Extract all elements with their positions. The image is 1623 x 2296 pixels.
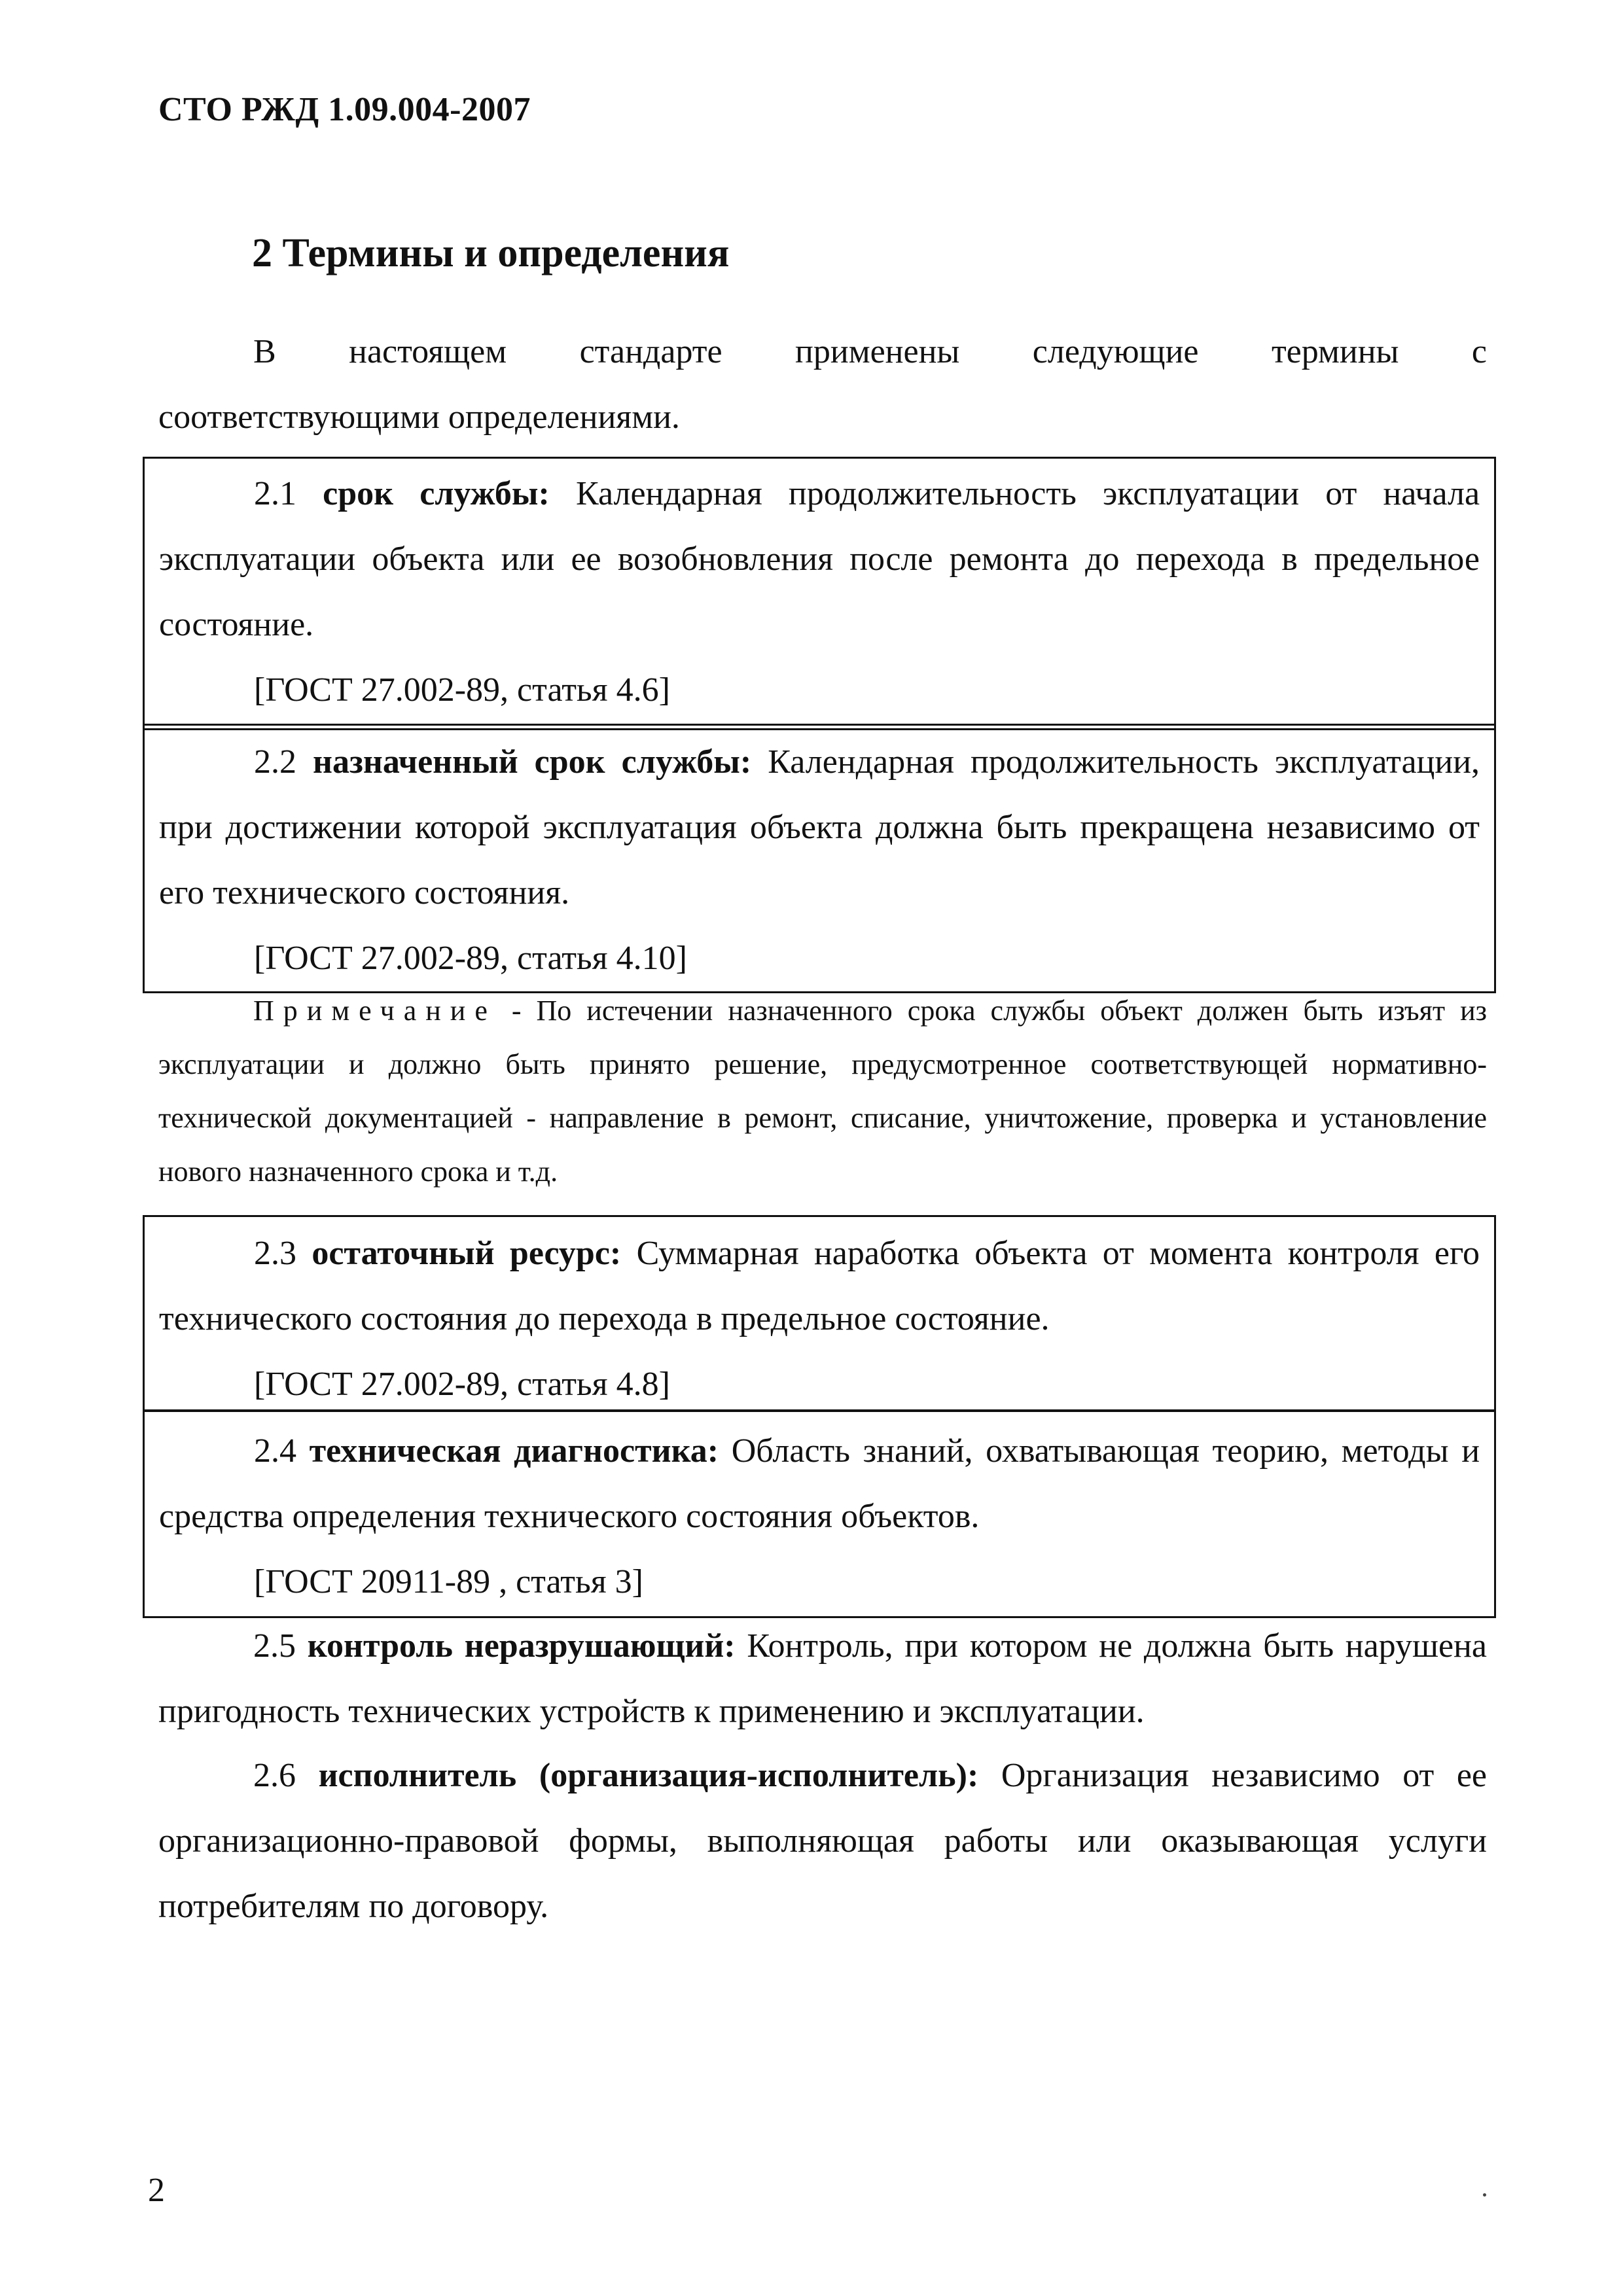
term-number: 2.3 (254, 1235, 296, 1272)
term-definition: Организация независимо от ее организационно-правовой формы, выполняющая работы или оказывающая услуги потребителям по договору. (158, 1757, 1488, 1925)
term-number: 2.6 (253, 1757, 296, 1794)
term-paragraph (159, 730, 1480, 926)
term-reference: [ГОСТ 20911-89 , статья 3] (254, 1563, 643, 1600)
term-number: 2.1 (254, 475, 296, 512)
term-paragraph (158, 1614, 1487, 1744)
note-paragraph (158, 984, 1487, 1199)
term-number: 2.2 (254, 743, 296, 781)
note-text: - По истечении назначенного срока службы объект должен быть изъят из эксплуатации и должно быть принято решение, предусмотренное соответствующей нормативно-технической документацией - направление в ремонт, списание, уничтожение, проверка и установление нового назначенного срока и т.д. (158, 995, 1488, 1188)
term-name: исполнитель (организация-исполнитель): (318, 1757, 979, 1794)
term-name: контроль неразрушающий: (307, 1627, 736, 1665)
term-number: 2.5 (253, 1627, 296, 1665)
term-name: назначенный срок службы: (313, 743, 752, 781)
term-2-6 (158, 1743, 1487, 1939)
section-title: 2 Термины и определения (252, 231, 730, 275)
term-definition: Суммарная наработка объекта от момента контроля его технического состояния до перехода в предельное состояние. (159, 1235, 1480, 1337)
term-number: 2.4 (254, 1432, 296, 1470)
term-reference: [ГОСТ 27.002-89, статья 4.8] (254, 1366, 670, 1403)
term-paragraph (158, 1743, 1487, 1939)
note-block (158, 984, 1487, 1199)
term-reference: [ГОСТ 27.002-89, статья 4.10] (254, 940, 687, 977)
term-name: остаточный ресурс: (312, 1235, 622, 1272)
scan-speck (1483, 2193, 1486, 2197)
term-2-5 (158, 1614, 1487, 1744)
term-name: срок службы: (323, 475, 550, 512)
term-paragraph (159, 1221, 1480, 1352)
term-definition: Область знаний, охватывающая теорию, методы и средства определения технического состояния объектов. (159, 1432, 1480, 1535)
page-number: 2 (148, 2172, 165, 2209)
document-code: СТО РЖД 1.09.004-2007 (158, 91, 531, 128)
term-box-2-4 (143, 1410, 1496, 1618)
term-paragraph (159, 1419, 1480, 1549)
section-intro (158, 319, 1487, 450)
term-definition: Контроль, при котором не должна быть нарушена пригодность технических устройств к применению и эксплуатации. (158, 1627, 1488, 1730)
intro-line-2: соответствующими определениями. (158, 398, 680, 436)
note-label: Примечание (253, 995, 497, 1027)
term-name: техническая диагностика: (309, 1432, 719, 1470)
term-definition: Календарная продолжительность эксплуатации, при достижении которой эксплуатация объекта должна быть прекращена независимо от его технического состояния. (159, 743, 1480, 911)
term-definition: Календарная продолжительность эксплуатации от начала эксплуатации объекта или ее возобновления после ремонта до перехода в предельное состояние. (159, 475, 1480, 643)
term-paragraph (159, 461, 1480, 658)
term-box-2-1 (143, 457, 1496, 730)
term-box-2-3 (143, 1215, 1496, 1411)
intro-line-1: В настоящем стандарте применены следующие термины с (253, 333, 1487, 370)
term-box-2-2 (143, 724, 1496, 993)
term-reference: [ГОСТ 27.002-89, статья 4.6] (254, 671, 670, 709)
